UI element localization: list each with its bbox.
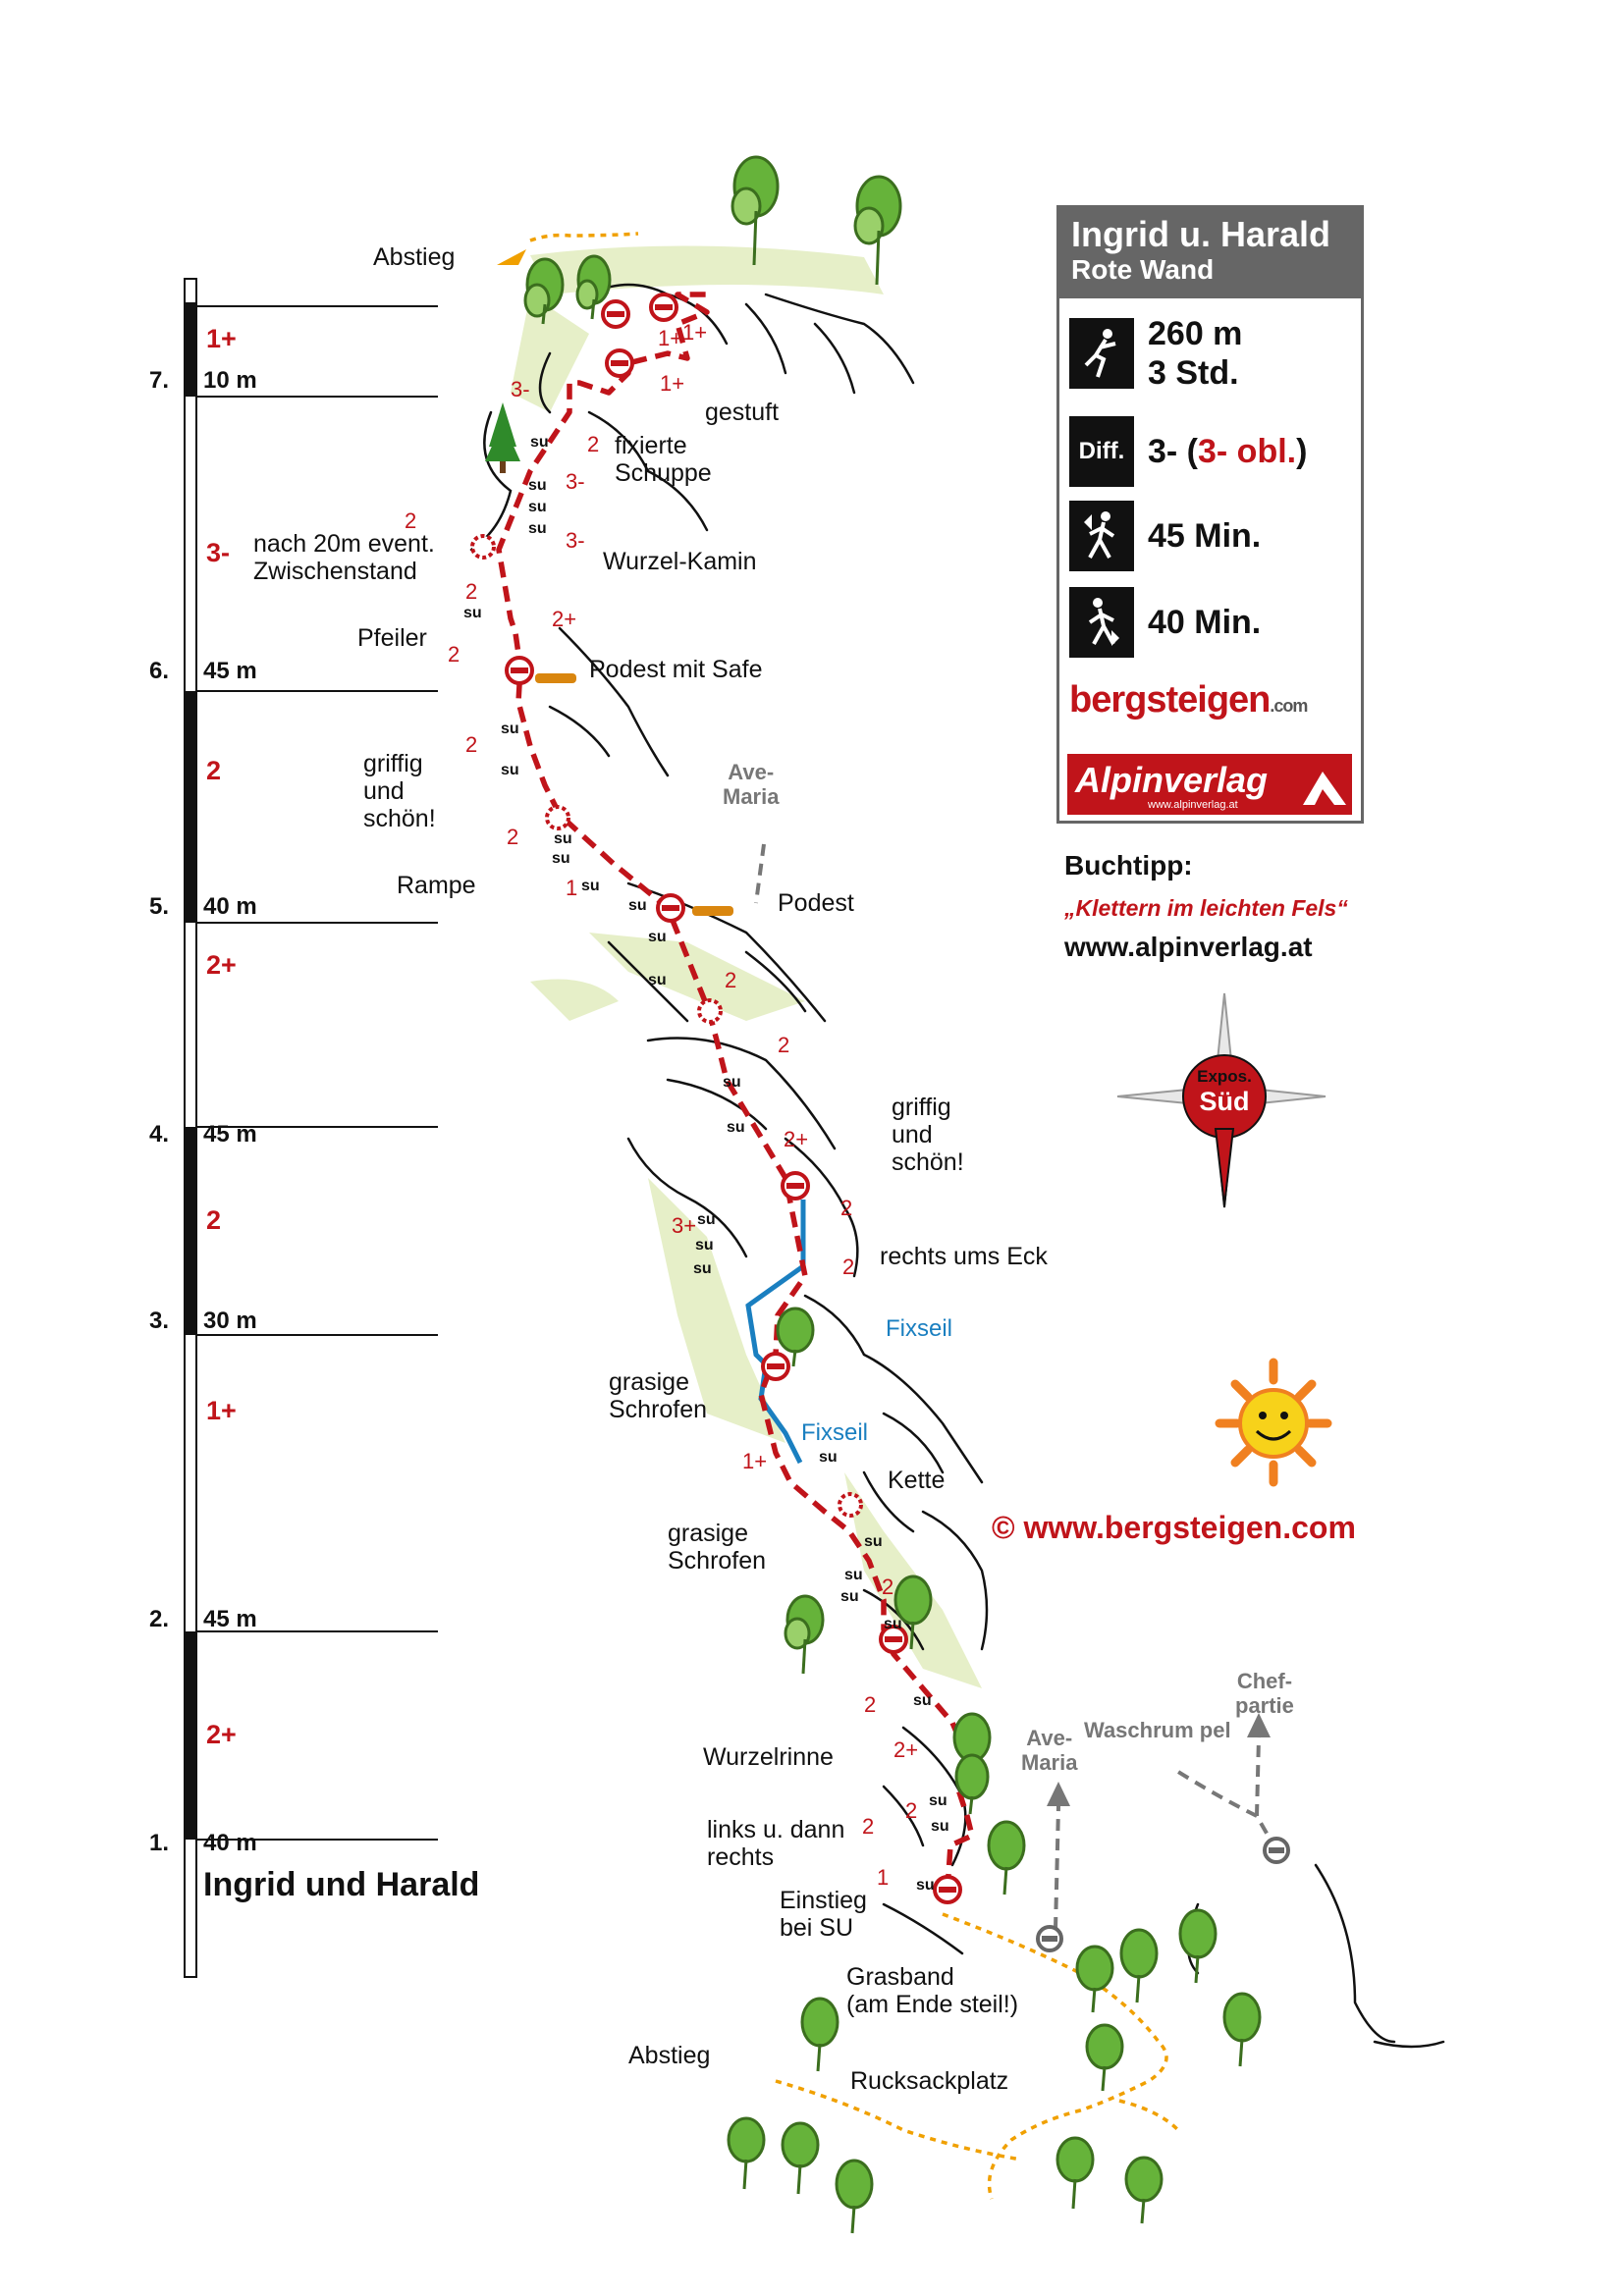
label-grassy-upper: grasige Schrofen	[609, 1368, 708, 1423]
pitch-number: 7.	[149, 367, 170, 394]
route-grade: 2	[725, 968, 737, 992]
descent-time: 40 Min.	[1148, 604, 1262, 641]
book-heading: Buchtipp:	[1064, 850, 1193, 881]
su-marker: su	[931, 1818, 949, 1835]
pitch-grade: 2+	[206, 1720, 237, 1749]
route-grade: 1+	[742, 1449, 768, 1473]
pitch-length: 40 m	[203, 893, 257, 920]
tree-icon	[1224, 1994, 1260, 2066]
route-grade: 2	[864, 1692, 877, 1717]
tree-icon	[989, 1822, 1024, 1895]
pitch-grade: 2+	[206, 950, 237, 980]
label-ramp: Rampe	[397, 872, 476, 899]
label-fixed-rope-upper: Fixseil	[886, 1315, 953, 1342]
belay-station-icon	[1038, 1927, 1061, 1950]
pitch-number: 6.	[149, 658, 170, 684]
pitch-length: 45 m	[203, 658, 257, 684]
stance-icon	[547, 807, 568, 828]
pitch-number: 3.	[149, 1308, 170, 1334]
su-marker: su	[913, 1692, 932, 1709]
su-marker: su	[840, 1588, 859, 1605]
su-marker: su	[528, 520, 547, 537]
route-grade: 2	[840, 1196, 853, 1220]
su-marker: su	[501, 721, 519, 737]
label-waschrumpel: Waschrum pel	[1084, 1718, 1231, 1742]
label-gestuft: gestuft	[705, 399, 780, 426]
descent-hiker-icon	[1069, 587, 1134, 658]
label-pillar: Pfeiler	[357, 624, 427, 652]
label-root-chimney: Wurzel-Kamin	[603, 548, 757, 575]
su-marker: su	[628, 897, 647, 914]
pitch-number: 2.	[149, 1606, 170, 1632]
pitch-number: 5.	[149, 893, 170, 920]
belay-station-icon	[783, 1173, 808, 1199]
belay-station-icon	[763, 1354, 788, 1379]
book-url[interactable]: www.alpinverlag.at	[1064, 932, 1313, 962]
route-grade: 2	[905, 1798, 918, 1823]
label-fixed-flake: fixierte Schuppe	[615, 432, 712, 487]
su-marker: su	[528, 477, 547, 494]
su-marker: su	[501, 762, 519, 778]
route-name: Ingrid und Harald	[203, 1866, 480, 1903]
info-header	[1059, 208, 1361, 298]
pitch-number: 4.	[149, 1121, 170, 1148]
su-marker: su	[819, 1449, 838, 1466]
pitch-grade: 1+	[206, 324, 237, 353]
route-grade: 2	[405, 508, 417, 533]
tree-icon	[785, 1596, 823, 1674]
su-marker: su	[844, 1567, 863, 1583]
label-griffig-lower: griffig und schön!	[892, 1094, 964, 1176]
su-marker: su	[693, 1260, 712, 1277]
difficulty-icon: Diff.	[1069, 416, 1134, 487]
su-marker: su	[530, 434, 549, 451]
label-rucksack-place: Rucksackplatz	[850, 2067, 1009, 2095]
belay-station-icon	[1265, 1839, 1288, 1862]
route-grade: 2+	[552, 607, 577, 631]
scale-segment	[185, 302, 196, 397]
difficulty-row	[1069, 416, 1307, 487]
label-grassy-lower: grasige Schrofen	[668, 1520, 767, 1575]
sun-logo	[1219, 1362, 1327, 1482]
route-grade: 1+	[658, 326, 683, 350]
tree-icon	[1087, 2025, 1122, 2091]
tree-icon	[1057, 2138, 1093, 2209]
su-marker: su	[916, 1877, 935, 1894]
label-round-corner: rechts ums Eck	[880, 1243, 1048, 1270]
route-grade: 1+	[682, 320, 708, 345]
info-title: Ingrid u. Harald	[1071, 214, 1331, 254]
tree-icon	[1121, 1930, 1157, 2002]
book-title: „Klettern im leichten Fels“	[1064, 895, 1348, 921]
pitch-grade: 2	[206, 756, 222, 785]
label-ledge: Podest	[778, 889, 854, 917]
info-subtitle: Rote Wand	[1071, 254, 1215, 285]
route-grade: 2	[448, 642, 460, 667]
su-marker: su	[463, 605, 482, 621]
label-ave-maria-top: Ave- Maria	[723, 760, 780, 809]
su-marker: su	[552, 850, 570, 867]
route-grade: 2+	[893, 1737, 919, 1762]
stance-icon	[472, 536, 494, 558]
label-ledge-safe: Podest mit Safe	[589, 656, 763, 683]
descent-arrow-icon	[497, 249, 526, 265]
label-descent-top: Abstieg	[373, 243, 456, 271]
label-descent-bottom: Abstieg	[628, 2042, 711, 2069]
route-grade: 2	[587, 432, 600, 456]
difficulty: 3- (3- obl.)	[1148, 433, 1308, 470]
label-chain: Kette	[888, 1467, 946, 1494]
pitch-number: 1.	[149, 1830, 170, 1856]
scale-segment	[185, 1631, 196, 1840]
scale-segment	[185, 1127, 196, 1335]
label-left-then-right: links u. dann rechts	[707, 1816, 845, 1871]
compass-label: Expos. Süd	[1197, 1067, 1252, 1116]
route-grade: 2	[465, 732, 478, 757]
belay-station-icon	[507, 658, 532, 683]
su-marker: su	[581, 878, 600, 894]
approach-time: 45 Min.	[1148, 517, 1262, 555]
route-grade: 2	[507, 825, 519, 849]
su-marker: su	[648, 929, 667, 945]
route-grade: 3-	[566, 528, 585, 553]
su-marker: su	[695, 1237, 714, 1254]
label-ave-maria-bottom: Ave- Maria	[1021, 1726, 1078, 1775]
route-grade: 1+	[660, 371, 685, 396]
route-grade: 3-	[566, 469, 585, 494]
length-row	[1069, 314, 1242, 393]
su-marker: su	[697, 1211, 716, 1228]
approach-row	[1069, 501, 1261, 571]
scale-segment	[185, 691, 196, 923]
stance-icon	[839, 1494, 861, 1516]
route-grade: 1	[877, 1865, 890, 1890]
label-griffig-upper: griffig und schön!	[363, 750, 436, 832]
su-marker: su	[528, 499, 547, 515]
route-grade: 2	[465, 579, 478, 604]
belay-station-icon	[651, 294, 677, 320]
route-grade: 2+	[784, 1127, 809, 1151]
book-tip	[1064, 850, 1348, 963]
length-time: 260 m 3 Std.	[1148, 315, 1243, 392]
stance-icon	[699, 1000, 721, 1022]
route-grade: 3-	[511, 377, 530, 401]
label-grass-band: Grasband (am Ende steil!)	[846, 1963, 1019, 2018]
tree-icon	[837, 2161, 872, 2233]
pitch-length: 40 m	[203, 1830, 257, 1856]
pitch-length: 45 m	[203, 1606, 257, 1632]
tree-icon	[1126, 2158, 1162, 2223]
bergsteigen-logo: bergsteigen.com	[1069, 679, 1308, 721]
tree-icon	[1077, 1947, 1112, 2012]
route-grade: 1	[566, 876, 578, 900]
su-marker: su	[554, 830, 572, 847]
belay-station-icon	[658, 895, 683, 921]
alpinverlag-logo: Alpinverlag www.alpinverlag.at	[1067, 754, 1352, 815]
su-marker: su	[884, 1616, 902, 1632]
pitch-length: 30 m	[203, 1308, 257, 1334]
tree-icon	[802, 1999, 838, 2071]
label-start: Einstieg bei SU	[780, 1887, 867, 1942]
su-marker: su	[648, 972, 667, 988]
belay-station-icon	[607, 350, 632, 376]
route-info-box	[1056, 205, 1364, 824]
tree-icon	[783, 2123, 818, 2194]
pitch-grade: 1+	[206, 1396, 237, 1425]
tree-icon	[1180, 1910, 1216, 1983]
belay-station-icon	[935, 1877, 960, 1902]
label-root-gully: Wurzelrinne	[703, 1743, 834, 1771]
route-grade: 2	[842, 1255, 855, 1279]
su-marker: su	[723, 1074, 741, 1091]
label-intermediate-stance: nach 20m event. Zwischenstand	[253, 530, 435, 585]
pitch-length: 10 m	[203, 367, 257, 394]
route-grade: 2	[862, 1814, 875, 1839]
label-fixed-rope-lower: Fixseil	[801, 1419, 869, 1446]
pitch-length: 45 m	[203, 1121, 257, 1148]
su-marker: su	[727, 1119, 745, 1136]
su-marker: su	[929, 1792, 947, 1809]
descent-row	[1069, 587, 1261, 658]
pitch-grade: 2	[206, 1205, 222, 1235]
route-grade: 3+	[672, 1213, 697, 1238]
tree-icon	[729, 2118, 764, 2189]
neighbour-routes	[756, 844, 1276, 1929]
su-marker: su	[864, 1533, 883, 1550]
climber-icon	[1069, 318, 1134, 389]
route-grade: 2	[778, 1033, 790, 1057]
approach-hiker-icon	[1069, 501, 1134, 571]
label-chefpartie: Chef- partie	[1235, 1669, 1294, 1718]
copyright: © www.bergsteigen.com	[992, 1510, 1356, 1545]
belay-station-icon	[603, 301, 628, 327]
route-grade: 2	[882, 1575, 894, 1599]
pitch-grade: 3-	[206, 538, 231, 567]
